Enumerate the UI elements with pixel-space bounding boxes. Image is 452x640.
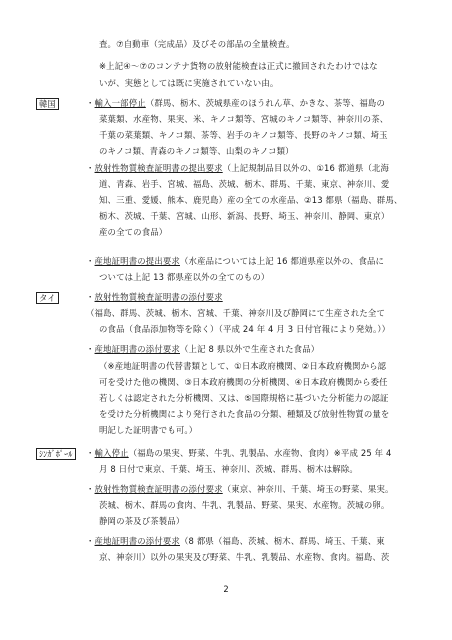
bullet: ・ bbox=[86, 98, 95, 108]
bullet: ・ bbox=[86, 448, 95, 458]
text-line: 菜葉類、水産物、果実、米、キノコ類等、宮城のキノコ類等、神奈川の茶、 bbox=[99, 114, 389, 124]
bullet: ・ bbox=[86, 292, 95, 302]
text-line: 京、神奈川）以外の果実及び野菜、牛乳、乳製品、水産物、食肉。福島、茨 bbox=[99, 552, 390, 562]
bullet-line: ・放射性物質検査証明書の添付要求 bbox=[86, 292, 223, 302]
text-line: の食品（食品添加物等を除く）（平成 24 年 4 月 3 日付官報により発効。）） bbox=[99, 324, 391, 334]
text-line: 静岡の茶及び茶製品） bbox=[99, 516, 185, 526]
text-line: ついては上記 13 都県産以外の全てのもの） bbox=[99, 272, 270, 282]
country-label-singapore: ｼﾝｶﾞﾎﾟｰﾙ bbox=[36, 448, 76, 460]
page-number: 2 bbox=[223, 584, 229, 594]
bullet-line: ・放射性物質検査証明書の提出要求（上記規制品目以外の、①16 都道県（北海 bbox=[86, 163, 390, 173]
bullet: ・ bbox=[86, 344, 95, 354]
bullet-line: ・産地証明書の添付要求（8 都県（福島、茨城、栃木、群馬、埼玉、千葉、東 bbox=[86, 536, 385, 546]
bullet-line: ・産地証明書の添付要求（上記 8 県以外で生産された食品） bbox=[86, 344, 320, 354]
text-line: を受けた分析機関により発行された食品の分類、種類及び放射性物質の量を bbox=[99, 409, 390, 419]
text-line: 知、三重、愛媛、熊本、鹿児島）産の全ての水産品、②13 都県（福島、群馬、 bbox=[99, 195, 403, 205]
text-line: （福島、群馬、茨城、栃木、宮城、千葉、神奈川及び静岡にて生産された全て bbox=[86, 308, 386, 318]
country-label-thailand: タイ bbox=[36, 292, 59, 304]
bullet: ・ bbox=[86, 256, 95, 266]
bullet: ・ bbox=[86, 484, 95, 494]
text-line: 産の全ての食品） bbox=[99, 227, 168, 237]
bullet-line: ・輸入一部停止（群馬、栃木、茨城県産のほうれん草、かきな、茶等、福島の bbox=[86, 98, 386, 108]
text-line: いが、実態としては既に実施されていない由。 bbox=[99, 78, 279, 88]
text-line: （※産地証明書の代替書類として、①日本政府機関、②日本政府機関から認 bbox=[99, 361, 387, 371]
text-line: 査。⑦自動車（完成品）及びその部品の全量検査。 bbox=[99, 39, 295, 49]
bullet-line: ・放射性物質検査証明書の添付要求（東京、神奈川、千葉、埼玉の野菜、果実。 bbox=[86, 484, 394, 494]
text-line: 可を受けた他の機関、③日本政府機関の分析機関、④日本政府機関から委任 bbox=[99, 377, 388, 387]
bullet-line: ・輸入停止（福島の果実、野菜、牛乳、乳製品、水産物、食肉）※平成 25 年 4 bbox=[86, 448, 392, 458]
country-label-korea: 韓国 bbox=[36, 98, 59, 110]
text-line: 若しくは認定された分析機関、又は、⑤国際規格に基づいた分析能力の認証 bbox=[99, 393, 389, 403]
text-line: 道、青森、岩手、宮城、福島、茨城、栃木、群馬、千葉、東京、神奈川、愛 bbox=[99, 179, 390, 189]
bullet: ・ bbox=[86, 163, 95, 173]
text-line: 茨城、栃木、群馬の食肉、牛乳、乳製品、野菜、果実、水産物。茨城の卵。 bbox=[99, 500, 390, 510]
text-line: 千葉の菜葉類、キノコ類、茶等、岩手のキノコ類等、長野のキノコ類、埼玉 bbox=[99, 130, 388, 140]
bullet-line: ・産地証明書の提出要求（水産品については上記 16 都道県産以外の、食品に bbox=[86, 256, 385, 266]
text-line: 月 8 日付で東京、千葉、埼玉、神奈川、茨城、群馬、栃木は解除。 bbox=[99, 464, 358, 474]
text-line: ※上記④～⑦のコンテナ貨物の放射能検査は正式に撤回されたわけではな bbox=[99, 61, 378, 71]
bullet: ・ bbox=[86, 536, 95, 546]
text-line: のキノコ類、青森のキノコ類等、山梨のキノコ類） bbox=[99, 146, 294, 156]
text-line: 明記した証明書でも可。） bbox=[99, 425, 198, 435]
text-line: 栃木、茨城、千葉、宮城、山形、新潟、長野、埼玉、神奈川、静岡、東京） bbox=[99, 211, 390, 221]
